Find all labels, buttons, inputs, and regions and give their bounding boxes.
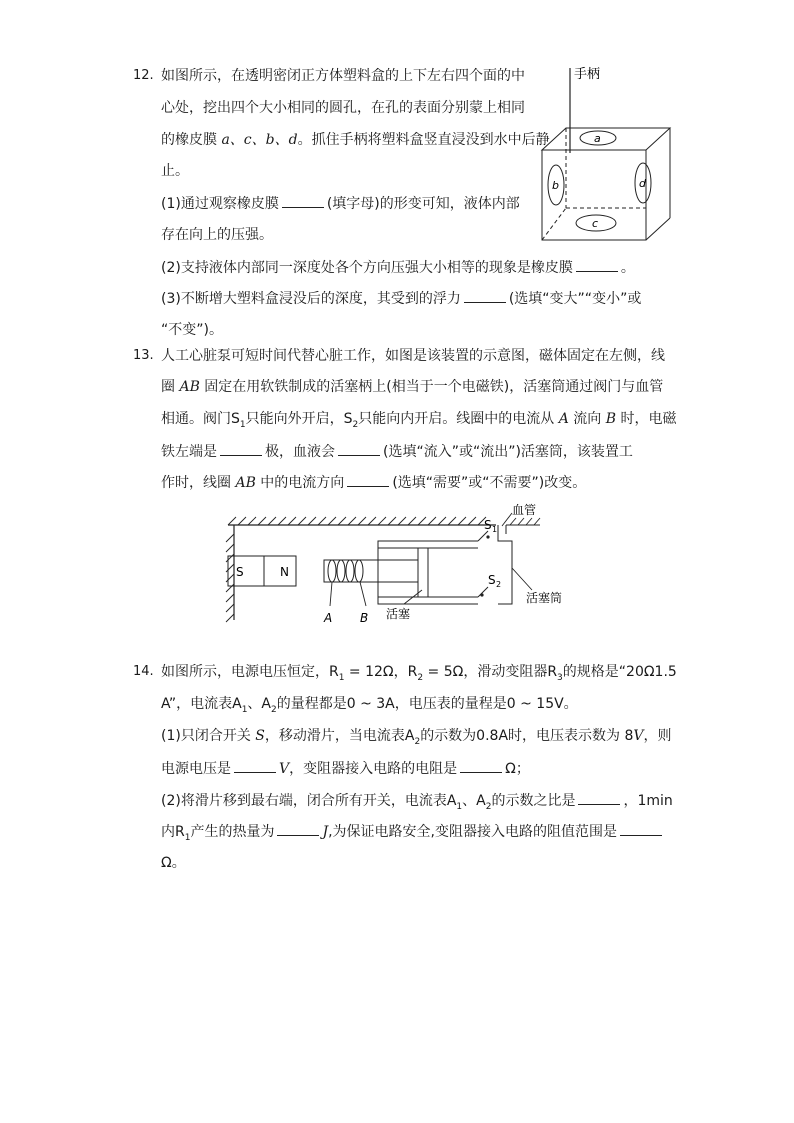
heart-pump-diagram xyxy=(220,498,580,628)
question-number: 14. xyxy=(133,664,154,679)
sub-question-1: (1)通过观察橡皮膜 (填字母)的形变可知，液体内部 xyxy=(161,193,520,214)
svg-text:A: A xyxy=(324,611,333,625)
question-text: 的橡皮膜 a、c、b、d。抓住手柄将塑料盒竖直浸没到水中后静 xyxy=(161,132,550,148)
blood-vessel xyxy=(498,525,512,604)
question-text: 如图所示，电源电压恒定，$R_1 = 12\Omega$，$R_2 = 5\Omega$，滑动变阻器$R_3$的规格是“20Ω1.5 xyxy=(161,664,677,683)
answer-blank[interactable] xyxy=(464,288,506,303)
question-text: 相通。阀门$S_1$只能向外开启，$S_2$只能向内开启。线圈中的电流从 A 流向 B 时，电磁 xyxy=(161,411,677,430)
question-text: 铁左端是 极，血液会 (选填“流入”或“流出”)活塞筒，该装置工 xyxy=(161,441,633,462)
handle-label: 手柄 xyxy=(574,67,601,82)
question-text: 人工心脏泵可短时间代替心脏工作，如图是该装置的示意图，磁体固定在左侧，线 xyxy=(161,348,665,364)
sub-question-3: “不变”)。 xyxy=(161,322,223,338)
sub-question-2: (2)将滑片移到最右端，闭合所有开关，电流表$A_1$、$A_2$的示数之比是 ，1min xyxy=(161,790,673,817)
answer-blank[interactable] xyxy=(338,441,380,456)
svg-text:b: b xyxy=(552,179,559,192)
cube-diagram xyxy=(530,58,680,248)
answer-blank[interactable] xyxy=(576,257,618,272)
question-text: A”，电流表$A_1$、$A_2$的量程都是0 ~ 3A，电压表的量程是0 ~ 15V。 xyxy=(161,696,578,715)
svg-text:活塞筒: 活塞筒 xyxy=(526,591,563,605)
svg-text:d: d xyxy=(639,177,646,190)
coil-ab xyxy=(328,560,363,582)
svg-text:活塞: 活塞 xyxy=(386,607,411,621)
svg-text:2: 2 xyxy=(496,580,502,589)
question-number: 12. xyxy=(133,68,154,83)
sub-question-1: (1)只闭合开关 S，移动滑片，当电流表$A_2$的示数为0.8A时，电压表示数为 8V，则 xyxy=(161,728,672,747)
question-text: 如图所示，在透明密闭正方体塑料盒的上下左右四个面的中 xyxy=(161,68,525,84)
question-text: 心处，挖出四个大小相同的圆孔，在孔的表面分别蒙上相同 xyxy=(161,100,525,116)
answer-blank[interactable] xyxy=(460,758,502,773)
sub-question-1: 存在向上的压强。 xyxy=(161,227,273,243)
svg-text:S: S xyxy=(484,518,492,532)
sub-question-2: Ω。 xyxy=(161,855,186,871)
question-text: 圈 AB 固定在用软铁制成的活塞柄上(相当于一个电磁铁)，活塞筒通过阀门与血管 xyxy=(161,379,664,395)
svg-text:1: 1 xyxy=(492,525,498,534)
svg-text:N: N xyxy=(280,565,289,579)
svg-text:S: S xyxy=(488,573,496,587)
svg-text:S: S xyxy=(236,565,244,579)
answer-blank[interactable] xyxy=(347,472,389,487)
sub-question-3: (3)不断增大塑料盒浸没后的深度，其受到的浮力 (选填“变大”“变小”或 xyxy=(161,288,641,309)
sub-question-1: 电源电压是 V，变阻器接入电路的电阻是 Ω； xyxy=(161,758,530,779)
question-number: 13. xyxy=(133,348,154,363)
answer-blank[interactable] xyxy=(620,821,662,836)
piston-head xyxy=(418,548,428,597)
svg-text:血管: 血管 xyxy=(512,503,537,517)
sub-question-2: 内$R_1$产生的热量为 J,为保证电路安全,变阻器接入电路的阻值范围是 xyxy=(161,821,665,848)
svg-text:B: B xyxy=(360,611,369,625)
answer-blank[interactable] xyxy=(578,790,620,805)
svg-text:a: a xyxy=(594,132,601,145)
svg-text:c: c xyxy=(592,217,599,230)
answer-blank[interactable] xyxy=(234,758,276,773)
question-text: 作时，线圈 AB 中的电流方向 (选填“需要”或“不需要”)改变。 xyxy=(161,472,586,493)
question-text: 止。 xyxy=(161,163,189,179)
answer-blank[interactable] xyxy=(220,441,262,456)
sub-question-2: (2)支持液体内部同一深度处各个方向压强大小相等的现象是橡皮膜 。 xyxy=(161,257,635,278)
answer-blank[interactable] xyxy=(277,821,319,836)
answer-blank[interactable] xyxy=(282,193,324,208)
